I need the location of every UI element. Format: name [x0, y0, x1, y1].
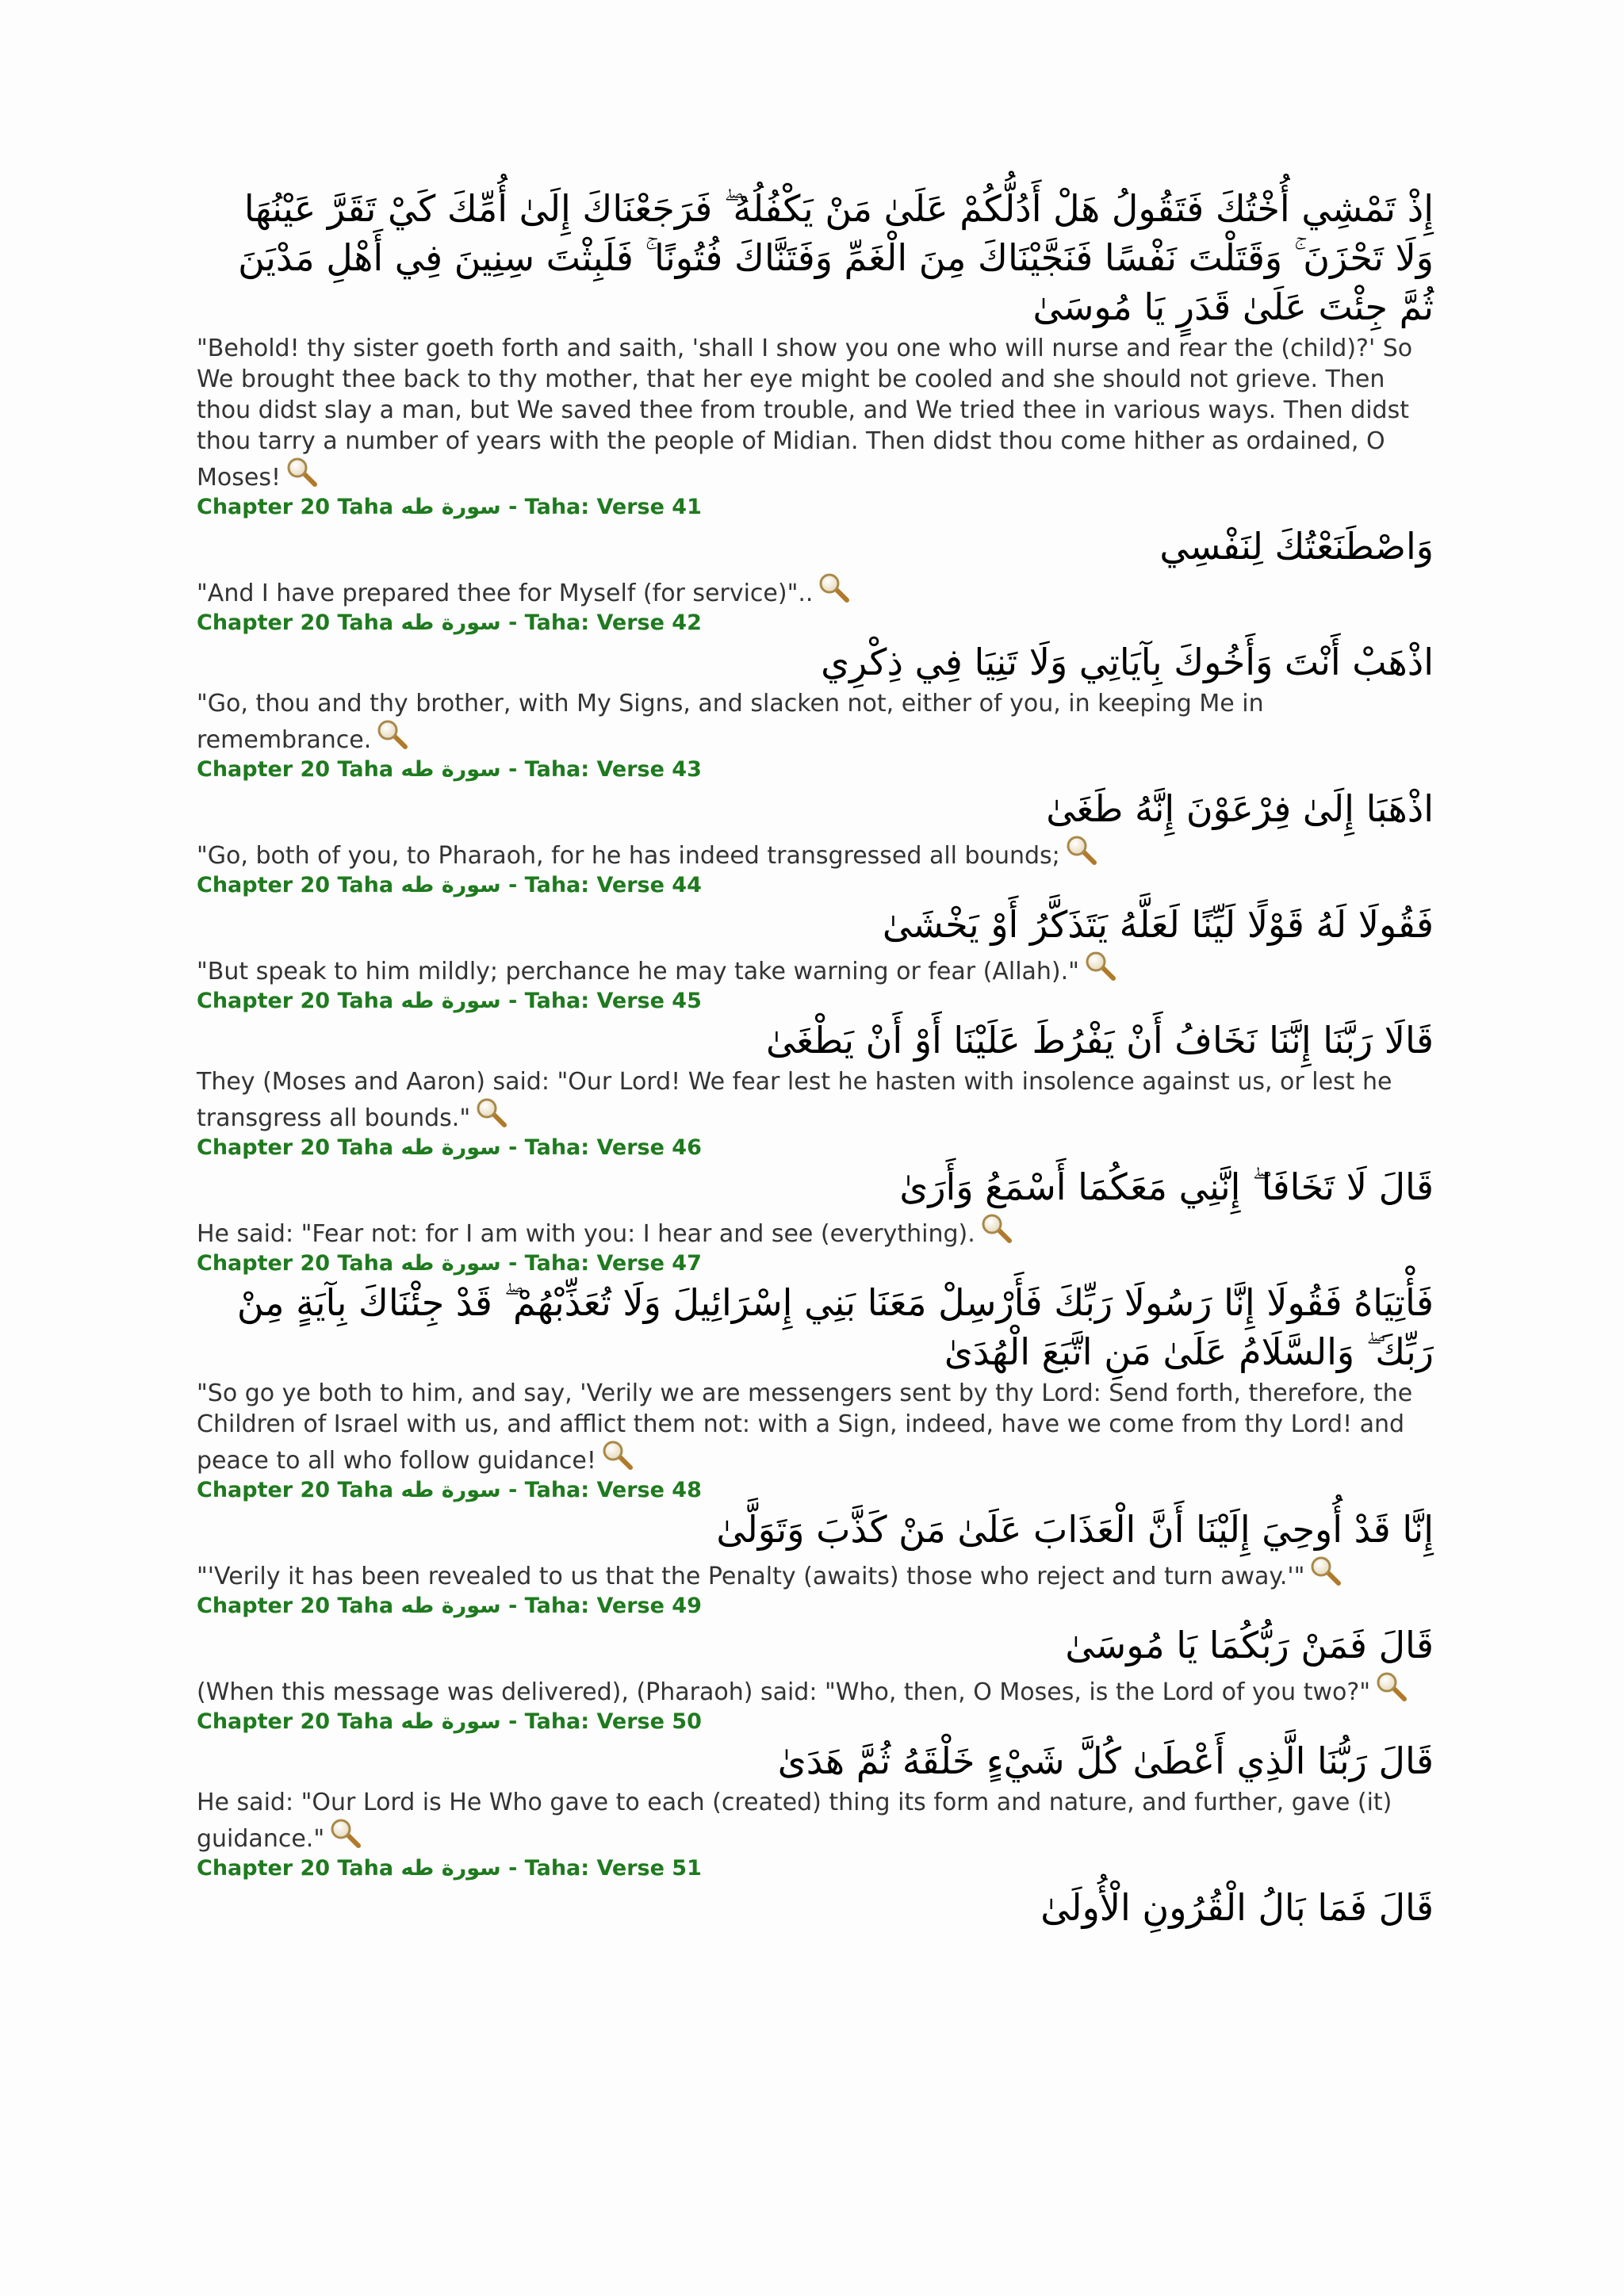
verse-block — [197, 756, 1434, 871]
translation-text — [197, 1671, 1434, 1708]
heading-prefix: Chapter 20 Taha — [197, 610, 401, 635]
verse-block — [197, 987, 1434, 1134]
heading-prefix: Chapter 20 Taha — [197, 989, 401, 1013]
verse-heading[interactable] — [197, 1476, 1434, 1505]
heading-suffix: - Taha: Verse 51 — [500, 1856, 702, 1881]
heading-suffix: - Taha: Verse 48 — [500, 1478, 702, 1502]
heading-suffix: - Taha: Verse 50 — [500, 1709, 702, 1734]
magnifier-icon[interactable] — [475, 1097, 508, 1129]
verse-block — [197, 609, 1434, 756]
magnifier-icon[interactable] — [1065, 835, 1098, 867]
heading-suffix: - Taha: Verse 41 — [500, 495, 702, 519]
translation-body: (When this message was delivered), (Pharaoh) said: "Who, then, O Moses, is the Lord of you two?" — [197, 1678, 1371, 1706]
translation-body: "But speak to him mildly; perchance he may take warning or fear (Allah)." — [197, 958, 1079, 985]
heading-prefix: Chapter 20 Taha — [197, 1135, 401, 1160]
translation-body: "Go, thou and thy brother, with My Signs, and slacken not, either of you, in keeping Me in remembrance. — [197, 690, 1264, 754]
verse-heading[interactable] — [197, 1249, 1434, 1278]
heading-prefix: Chapter 20 Taha — [197, 1856, 401, 1881]
heading-surah-arabic: سورة طه — [400, 1856, 501, 1881]
translation-body: They (Moses and Aaron) said: "Our Lord! We fear lest he hasten with insolence against us, or lest he transgress all bounds." — [197, 1068, 1392, 1132]
arabic-text: قَالَ فَمَا بَالُ الْقُرُونِ الْأُولَىٰ — [1040, 1886, 1434, 1929]
verse-heading[interactable] — [197, 1854, 1434, 1883]
arabic-text: قَالَ لَا تَخَافَا ۖ إِنَّنِي مَعَكُمَا أَسْمَعُ وَأَرَىٰ — [899, 1165, 1434, 1208]
translation-body: "'Verily it has been revealed to us that the Penalty (awaits) those who reject and turn away.'" — [197, 1563, 1305, 1590]
arabic-text: قَالَ رَبُّنَا الَّذِي أَعْطَىٰ كُلَّ شَيْءٍ خَلْقَهُ ثُمَّ هَدَىٰ — [777, 1739, 1434, 1782]
translation-text — [197, 1378, 1434, 1476]
heading-surah-arabic: سورة طه — [400, 495, 501, 519]
heading-suffix: - Taha: Verse 44 — [500, 873, 702, 897]
verse-heading[interactable] — [197, 756, 1434, 784]
heading-suffix: - Taha: Verse 46 — [500, 1135, 702, 1160]
heading-suffix: - Taha: Verse 47 — [500, 1251, 702, 1276]
translation-body: "So go ye both to him, and say, 'Verily we are messengers sent by thy Lord: Send forth, therefore, the Children of Israel with us, and afflict them not: with a Sign, indeed, have we come from thy Lord! and peace to all who follow guidance! — [197, 1380, 1413, 1475]
arabic-text: اذْهَبَا إِلَىٰ فِرْعَوْنَ إِنَّهُ طَغَىٰ — [1046, 787, 1434, 830]
verse-block — [197, 184, 1434, 493]
verse-block — [197, 1592, 1434, 1708]
verse-heading[interactable] — [197, 609, 1434, 637]
translation-body: "Go, both of you, to Pharaoh, for he has indeed transgressed all bounds; — [197, 842, 1060, 870]
verse-block — [197, 1854, 1434, 1932]
heading-prefix: Chapter 20 Taha — [197, 757, 401, 782]
arabic-text: فَقُولَا لَهُ قَوْلًا لَيِّنًا لَعَلَّهُ يَتَذَكَّرُ أَوْ يَخْشَىٰ — [882, 903, 1434, 946]
heading-surah-arabic: سورة طه — [400, 610, 501, 635]
verse-heading[interactable] — [197, 1134, 1434, 1162]
heading-suffix: - Taha: Verse 43 — [500, 757, 702, 782]
verse-block — [197, 1476, 1434, 1592]
heading-surah-arabic: سورة طه — [400, 757, 501, 782]
magnifier-icon[interactable] — [329, 1818, 362, 1850]
verse-list — [197, 184, 1434, 1932]
magnifier-icon[interactable] — [1375, 1671, 1408, 1703]
arabic-text: اذْهَبْ أَنْتَ وَأَخُوكَ بِآيَاتِي وَلَا تَنِيَا فِي ذِكْرِي — [821, 641, 1434, 683]
heading-suffix: - Taha: Verse 49 — [500, 1594, 702, 1618]
heading-prefix: Chapter 20 Taha — [197, 1594, 401, 1618]
verse-heading[interactable] — [197, 1592, 1434, 1621]
arabic-text: إِذْ تَمْشِي أُخْتُكَ فَتَقُولُ هَلْ أَدُلُّكُمْ عَلَىٰ مَنْ يَكْفُلُهُ ۖ فَرَجَعْنَاكَ إِلَىٰ أُمِّكَ كَيْ تَقَرَّ عَيْنُهَا وَلَا تَحْزَنَ ۚ وَقَتَلْتَ نَفْسًا فَنَجَّيْنَاكَ مِنَ الْغَمِّ وَفَتَنَّاكَ فُتُونًا ۚ فَلَبِثْتَ سِنِينَ فِي أَهْلِ مَدْيَنَ ثُمَّ جِئْتَ عَلَىٰ قَدَرٍ يَا مُوسَىٰ — [238, 187, 1434, 328]
magnifier-icon[interactable] — [1084, 951, 1117, 982]
verse-block — [197, 1134, 1434, 1249]
arabic-text: قَالَ فَمَنْ رَبُّكُمَا يَا مُوسَىٰ — [1065, 1624, 1434, 1667]
translation-text — [197, 1066, 1434, 1134]
heading-surah-arabic: سورة طه — [400, 1594, 501, 1618]
heading-surah-arabic: سورة طه — [400, 1709, 501, 1734]
translation-text — [197, 333, 1434, 493]
translation-body: "Behold! thy sister goeth forth and saith, 'shall I show you one who will nurse and rear the (child)?' So We brought thee back to thy mother, that her eye might be cooled and she should not grieve. Then thou didst slay a man, but We saved thee from trouble, and We tried thee in various ways. Then didst thou tarry a number of years with the people of Midian. Then didst thou come hither as ordained, O Moses! — [197, 335, 1413, 492]
verse-heading[interactable] — [197, 987, 1434, 1016]
heading-prefix: Chapter 20 Taha — [197, 1709, 401, 1734]
heading-suffix: - Taha: Verse 42 — [500, 610, 702, 635]
verse-block — [197, 871, 1434, 987]
translation-text — [197, 1213, 1434, 1249]
translation-text — [197, 572, 1434, 609]
translation-text — [197, 688, 1434, 756]
heading-surah-arabic: سورة طه — [400, 1135, 501, 1160]
translation-text — [197, 1556, 1434, 1592]
arabic-text: فَأْتِيَاهُ فَقُولَا إِنَّا رَسُولَا رَبِّكَ فَأَرْسِلْ مَعَنَا بَنِي إِسْرَائِيلَ وَلَا تُعَذِّبْهُمْ ۖ قَدْ جِئْنَاكَ بِآيَةٍ مِنْ رَبِّكَ ۖ وَالسَّلَامُ عَلَىٰ مَنِ اتَّبَعَ الْهُدَىٰ — [236, 1281, 1434, 1373]
heading-suffix: - Taha: Verse 45 — [500, 989, 702, 1013]
translation-body: He said: "Fear not: for I am with you: I hear and see (everything). — [197, 1220, 975, 1248]
heading-prefix: Chapter 20 Taha — [197, 495, 401, 519]
magnifier-icon[interactable] — [601, 1440, 634, 1471]
verse-heading[interactable] — [197, 871, 1434, 900]
magnifier-icon[interactable] — [818, 572, 851, 604]
translation-text — [197, 1787, 1434, 1854]
heading-surah-arabic: سورة طه — [400, 873, 501, 897]
translation-body: "And I have prepared thee for Myself (for service)".. — [197, 580, 814, 607]
translation-body: He said: "Our Lord is He Who gave to each (created) thing its form and nature, and further, gave (it) guidance." — [197, 1789, 1392, 1853]
verse-block — [197, 1249, 1434, 1476]
arabic-text: قَالَا رَبَّنَا إِنَّنَا نَخَافُ أَنْ يَفْرُطَ عَلَيْنَا أَوْ أَنْ يَطْغَىٰ — [765, 1019, 1434, 1062]
heading-prefix: Chapter 20 Taha — [197, 1478, 401, 1502]
heading-surah-arabic: سورة طه — [400, 1478, 501, 1502]
verse-heading[interactable] — [197, 493, 1434, 522]
heading-prefix: Chapter 20 Taha — [197, 1251, 401, 1276]
magnifier-icon[interactable] — [1309, 1556, 1342, 1587]
magnifier-icon[interactable] — [980, 1213, 1013, 1245]
verse-heading[interactable] — [197, 1708, 1434, 1736]
heading-prefix: Chapter 20 Taha — [197, 873, 401, 897]
verse-block — [197, 493, 1434, 609]
heading-surah-arabic: سورة طه — [400, 989, 501, 1013]
translation-text — [197, 835, 1434, 871]
arabic-text: إِنَّا قَدْ أُوحِيَ إِلَيْنَا أَنَّ الْعَذَابَ عَلَىٰ مَنْ كَذَّبَ وَتَوَلَّىٰ — [716, 1508, 1434, 1551]
heading-surah-arabic: سورة طه — [400, 1251, 501, 1276]
translation-text — [197, 951, 1434, 987]
magnifier-icon[interactable] — [285, 457, 319, 488]
magnifier-icon[interactable] — [376, 719, 409, 751]
verse-block — [197, 1708, 1434, 1854]
arabic-text: وَاصْطَنَعْتُكَ لِنَفْسِي — [1159, 525, 1434, 568]
